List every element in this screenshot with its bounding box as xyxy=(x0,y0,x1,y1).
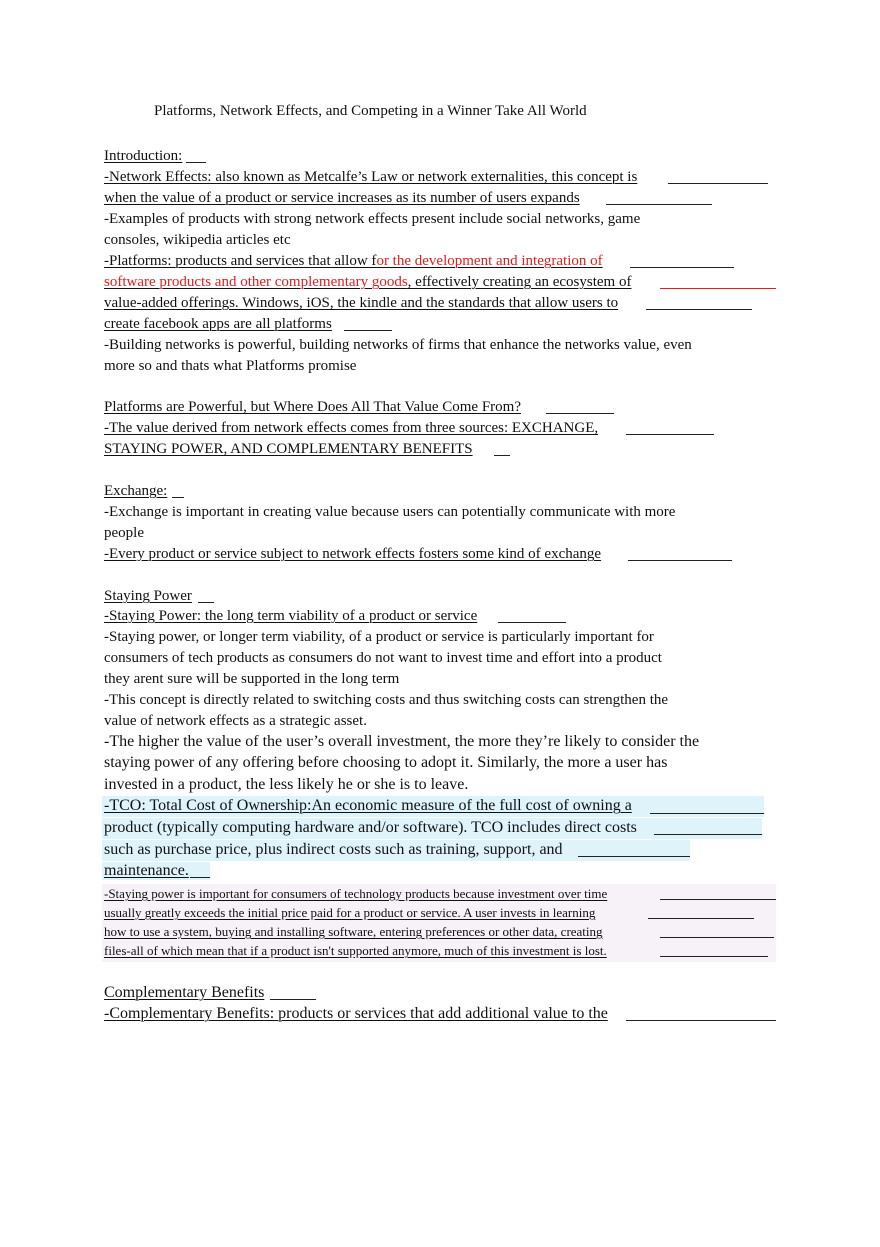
staying-line: invested in a product, the less likely he or she is to leave. xyxy=(104,776,469,793)
platforms-red-text: or the development and integration of xyxy=(376,253,603,269)
underline-rule xyxy=(626,1020,776,1021)
underline-rule xyxy=(660,899,776,900)
intro-heading: Introduction: xyxy=(104,148,183,164)
underline-rule xyxy=(198,602,214,603)
platforms-text: -Platforms: products and services that allow f xyxy=(104,253,377,269)
staying-heading: Staying Power xyxy=(104,588,192,604)
value-line: -The value derived from network effects comes from three sources: EXCHANGE, xyxy=(104,420,599,436)
intro-platforms-line xyxy=(104,251,603,271)
exchange-heading: Exchange: xyxy=(104,483,168,499)
tco-line: such as purchase price, plus indirect costs such as training, support, and xyxy=(104,841,563,858)
staying-line: -Staying Power: the long term viability of a product or service xyxy=(104,608,478,624)
staying-line: they arent sure will be supported in the long term xyxy=(104,671,400,687)
intro-line: -Examples of products with strong network effects present include social networks, game xyxy=(104,211,641,227)
platforms-red-text: software products and other complementary goods xyxy=(104,274,408,290)
underline-rule xyxy=(654,834,762,835)
staying-line: -Staying power, or longer term viability, of a product or service is particularly important for xyxy=(104,629,654,645)
intro-line: -Network Effects: also known as Metcalfe’s Law or network externalities, this concept is xyxy=(104,169,638,185)
staying-small-line: how to use a system, buying and installing software, entering preferences or other data, creating xyxy=(104,924,603,939)
intro-line: consoles, wikipedia articles etc xyxy=(104,232,291,248)
platforms-text: , effectively creating an ecosystem of xyxy=(407,274,632,290)
underline-rule xyxy=(660,956,768,957)
staying-small-line: -Staying power is important for consumers of technology products because investment over time xyxy=(104,886,608,901)
intro-line: value-added offerings. Windows, iOS, the kindle and the standards that allow users to xyxy=(104,295,619,311)
value-heading: Platforms are Powerful, but Where Does All That Value Come From? xyxy=(104,399,522,415)
underline-rule xyxy=(498,622,566,623)
underline-rule xyxy=(578,856,690,857)
complementary-heading: Complementary Benefits xyxy=(104,984,265,1001)
tco-line: maintenance. xyxy=(104,862,189,879)
underline-rule xyxy=(660,937,774,938)
underline-rule xyxy=(650,813,764,814)
exchange-line: -Exchange is important in creating value because users can potentially communicate with more xyxy=(104,504,676,520)
underline-rule xyxy=(186,162,206,163)
underline-rule xyxy=(660,288,776,289)
staying-line: -This concept is directly related to switching costs and thus switching costs can strengthen the xyxy=(104,692,669,708)
exchange-line: -Every product or service subject to network effects fosters some kind of exchange xyxy=(104,546,602,562)
intro-line: when the value of a product or service increases as its number of users expands xyxy=(104,190,580,206)
value-line: STAYING POWER, AND COMPLEMENTARY BENEFITS xyxy=(104,441,473,457)
underline-rule xyxy=(648,918,754,919)
underline-rule xyxy=(630,267,734,268)
underline-rule xyxy=(344,330,392,331)
staying-line: -The higher the value of the user’s overall investment, the more they’re likely to consider the xyxy=(104,733,700,750)
underline-rule xyxy=(270,999,316,1000)
underline-rule xyxy=(546,413,614,414)
underline-rule xyxy=(190,877,210,878)
intro-line: create facebook apps are all platforms xyxy=(104,316,332,332)
staying-small-line: files-all of which mean that if a product isn't supported anymore, much of this investment is lost. xyxy=(104,943,607,958)
underline-rule xyxy=(668,183,768,184)
underline-rule xyxy=(628,560,732,561)
underline-rule xyxy=(606,204,712,205)
underline-rule xyxy=(626,434,714,435)
staying-line: value of network effects as a strategic asset. xyxy=(104,713,367,729)
staying-line: consumers of tech products as consumers do not want to invest time and effort into a product xyxy=(104,650,662,666)
staying-small-line: usually greatly exceeds the initial price paid for a product or service. A user invests in learning xyxy=(104,905,596,920)
intro-line: -Building networks is powerful, building networks of firms that enhance the networks value, even xyxy=(104,337,692,353)
exchange-line: people xyxy=(104,525,144,541)
tco-line: product (typically computing hardware and/or software). TCO includes direct costs xyxy=(104,819,637,836)
underline-rule xyxy=(172,497,184,498)
underline-rule xyxy=(494,455,510,456)
staying-line: staying power of any offering before choosing to adopt it. Similarly, the more a user has xyxy=(104,754,668,771)
intro-line: more so and thats what Platforms promise xyxy=(104,358,357,374)
document-title: Platforms, Network Effects, and Competing in a Winner Take All World xyxy=(154,103,587,119)
intro-platforms-line xyxy=(104,272,631,292)
complementary-line: -Complementary Benefits: products or services that add additional value to the xyxy=(104,1005,608,1022)
underline-rule xyxy=(646,309,752,310)
tco-line: -TCO: Total Cost of Ownership:An economic measure of the full cost of owning a xyxy=(104,797,632,814)
